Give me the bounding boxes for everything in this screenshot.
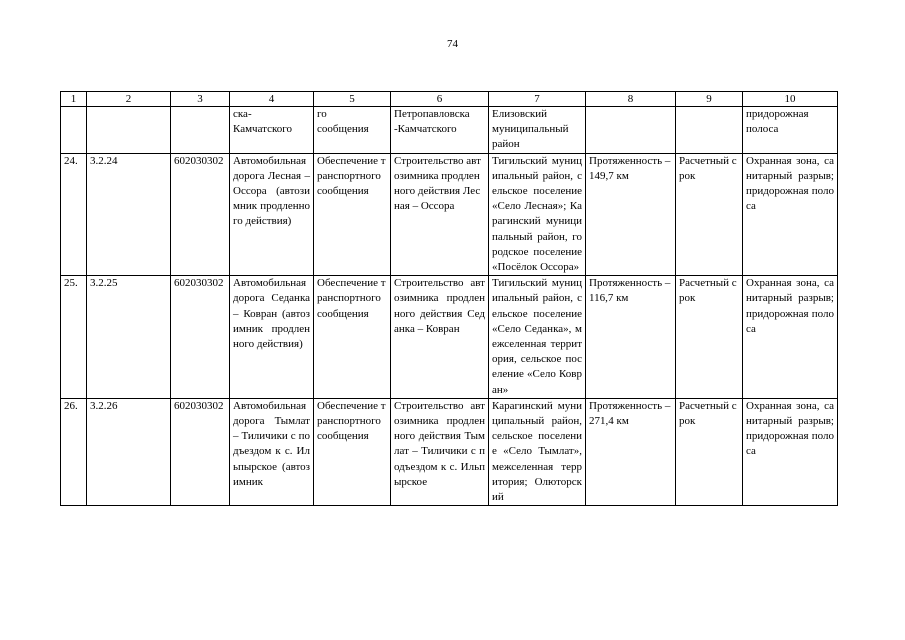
activity-cell: Строительство автозимника продленного действия Седанка – Ковран: [391, 276, 489, 399]
purpose-cell: го сообщения: [314, 107, 391, 154]
item-code-cell: [87, 107, 171, 154]
object-code-cell: 602030302: [171, 398, 230, 505]
timeframe-cell: Расчетный срок: [676, 398, 743, 505]
column-number-8: 8: [586, 92, 676, 107]
timeframe-cell: Расчетный срок: [676, 153, 743, 276]
row-index-cell: [61, 107, 87, 154]
characteristics-cell: Протяженность – 116,7 км: [586, 276, 676, 399]
table-header-row: [61, 92, 838, 107]
zone-cell: придорожная полоса: [743, 107, 838, 154]
object-name-cell: ска- Камчатского: [230, 107, 314, 154]
page-number: 74: [447, 38, 458, 50]
document-table: [60, 91, 838, 506]
location-cell: Тигильский муниципальный район, сельское поселение «Село Седанка», межселенная территория, сельское поселение «Село Ковран»: [489, 276, 586, 399]
item-code-cell: 3.2.25: [87, 276, 171, 399]
object-code-cell: 602030302: [171, 153, 230, 276]
object-code-cell: 602030302: [171, 276, 230, 399]
row-index-cell: 25.: [61, 276, 87, 399]
item-code-cell: 3.2.24: [87, 153, 171, 276]
column-number-2: 2: [87, 92, 171, 107]
purpose-cell: Обеспечение транспортного сообщения: [314, 398, 391, 505]
characteristics-cell: [586, 107, 676, 154]
column-number-7: 7: [489, 92, 586, 107]
object-name-cell: Автомобильная дорога Седанка – Ковран (автозимник продленного действия): [230, 276, 314, 399]
location-cell: Тигильский муниципальный район, сельское поселение «Село Лесная»; Карагинский муниципальный район, городское поселение «Посёлок Оссора»: [489, 153, 586, 276]
object-name-cell: Автомобильная дорога Лесная – Оссора (автозимник продленного действия): [230, 153, 314, 276]
timeframe-cell: Расчетный срок: [676, 276, 743, 399]
column-number-5: 5: [314, 92, 391, 107]
activity-cell: Строительство автозимника продленного действия Лесная – Оссора: [391, 153, 489, 276]
zone-cell: Охранная зона, санитарный разрыв; придорожная полоса: [743, 398, 838, 505]
column-number-1: 1: [61, 92, 87, 107]
column-number-4: 4: [230, 92, 314, 107]
column-number-10: 10: [743, 92, 838, 107]
characteristics-cell: Протяженность – 149,7 км: [586, 153, 676, 276]
zone-cell: Охранная зона, санитарный разрыв; придорожная полоса: [743, 276, 838, 399]
characteristics-cell: Протяженность – 271,4 км: [586, 398, 676, 505]
table-row-25: [61, 276, 838, 399]
table-row-24: [61, 153, 838, 276]
location-cell: Карагинский муниципальный район, сельское поселение «Село Тымлат», межселенная территория; Олюторский: [489, 398, 586, 505]
timeframe-cell: [676, 107, 743, 154]
column-number-3: 3: [171, 92, 230, 107]
item-code-cell: 3.2.26: [87, 398, 171, 505]
column-number-9: 9: [676, 92, 743, 107]
purpose-cell: Обеспечение транспортного сообщения: [314, 276, 391, 399]
object-name-cell: Автомобильная дорога Тымлат – Тиличики с подъездом к с. Ильпырское (автозимник: [230, 398, 314, 505]
object-code-cell: [171, 107, 230, 154]
activity-cell: Петропавловска -Камчатского: [391, 107, 489, 154]
column-number-6: 6: [391, 92, 489, 107]
zone-cell: Охранная зона, санитарный разрыв; придорожная полоса: [743, 153, 838, 276]
purpose-cell: Обеспечение транспортного сообщения: [314, 153, 391, 276]
activity-cell: Строительство автозимника продленного действия Тымлат – Тиличики с подъездом к с. Ильпырское: [391, 398, 489, 505]
row-index-cell: 24.: [61, 153, 87, 276]
location-cell: Елизовский муниципальный район: [489, 107, 586, 154]
table-row-continuation: [61, 107, 838, 154]
row-index-cell: 26.: [61, 398, 87, 505]
table-row-26: [61, 398, 838, 505]
